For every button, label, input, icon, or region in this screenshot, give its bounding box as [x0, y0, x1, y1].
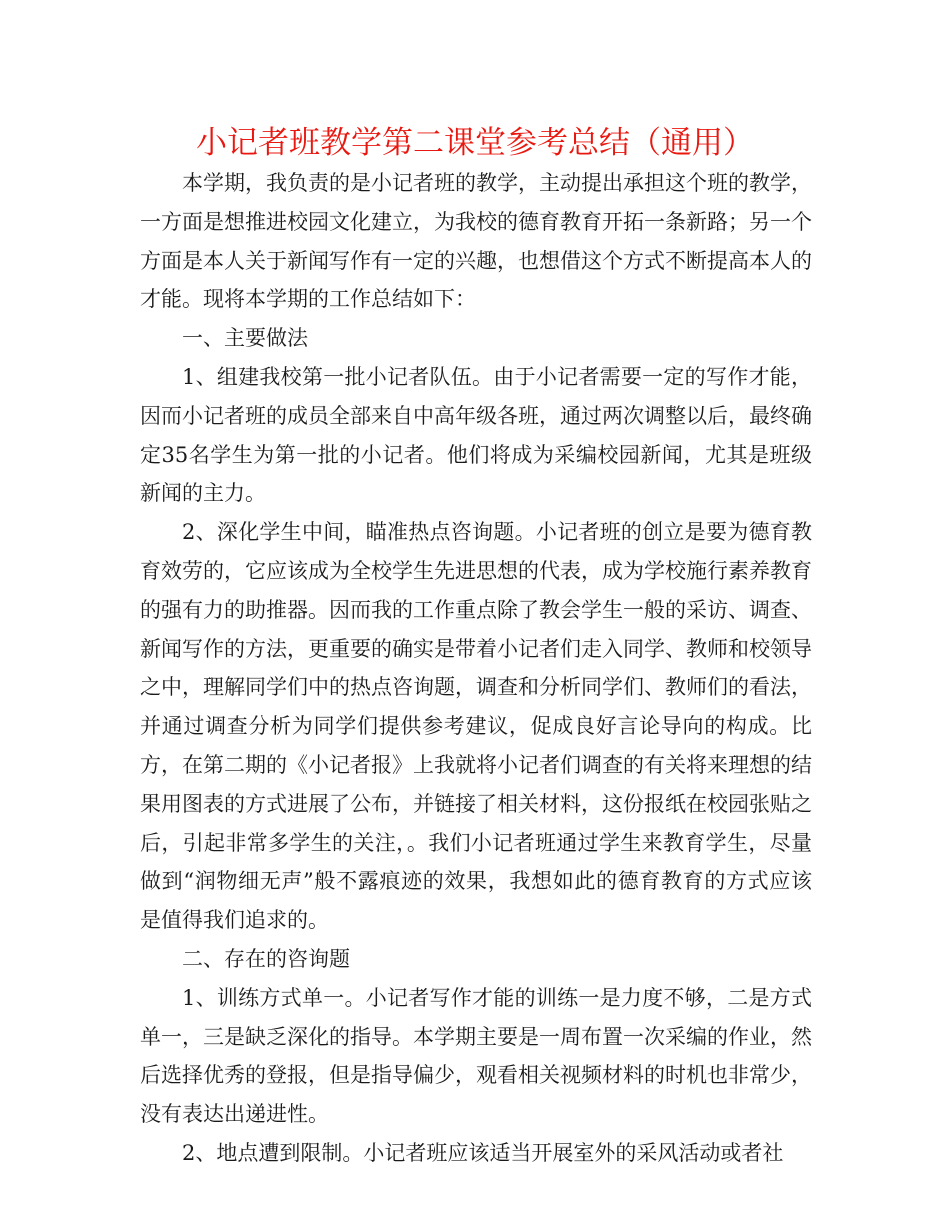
document-title: 小记者班教学第二课堂参考总结（通用）: [196, 125, 754, 161]
paragraph-method-2: 2、深化学生中间，瞄准热点咨询题。小记者班的创立是要为德育教育效劳的，它应该成为全校学生先进思想的代表，成为学校施行素养教育的强有力的助推器。因而我的工作重点除了教会学生一般的采访、调查、新闻写作的方法，更重要的确实是带着小记者们走入同学、教师和校领导之中，理解同学们中的热点咨询题，调查和分析同学们、教师们的看法，并通过调查分析为同学们提供参考建议，促成良好言论导向的构成。比方，在第二期的《小记者报》上我就将小记者们调查的有关将来理想的结果用图表的方式进展了公布，并链接了相关材料，这份报纸在校园张贴之后，引起非常多学生的关注，。我们小记者班通过学生来教育学生，尽量做到“润物细无声”般不露痕迹的效果，我想如此的德育教育的方式应该是值得我们追求的。: [140, 520, 812, 933]
section-heading-main-methods: 一、主要做法: [182, 326, 308, 351]
paragraph-problem-2: 2、地点遭到限制。小记者班应该适当开展室外的采风活动或者社: [182, 1140, 784, 1165]
paragraph-method-1: 1、组建我校第一批小记者队伍。由于小记者需要一定的写作才能，因而小记者班的成员全部来自中高年级各班，通过两次调整以后，最终确定35名学生为第一批的小记者。他们将成为采编校园新闻，尤其是班级新闻的主力。: [140, 364, 812, 506]
paragraph-intro: 本学期，我负责的是小记者班的教学，主动提出承担这个班的教学，一方面是想推进校园文化建立，为我校的德育教育开拓一条新路；另一个方面是本人关于新闻写作有一定的兴趣，也想借这个方式不断提高本人的才能。现将本学期的工作总结如下：: [140, 171, 812, 312]
section-heading-problems: 二、存在的咨询题: [182, 946, 350, 971]
document-body: [140, 164, 812, 1173]
paragraph-problem-1: 1、训练方式单一。小记者写作才能的训练一是力度不够，二是方式单一，三是缺乏深化的指导。本学期主要是一周布置一次采编的作业，然后选择优秀的登报，但是指导偏少，观看相关视频材料的时机也非常少，没有表达出递进性。: [140, 985, 812, 1127]
